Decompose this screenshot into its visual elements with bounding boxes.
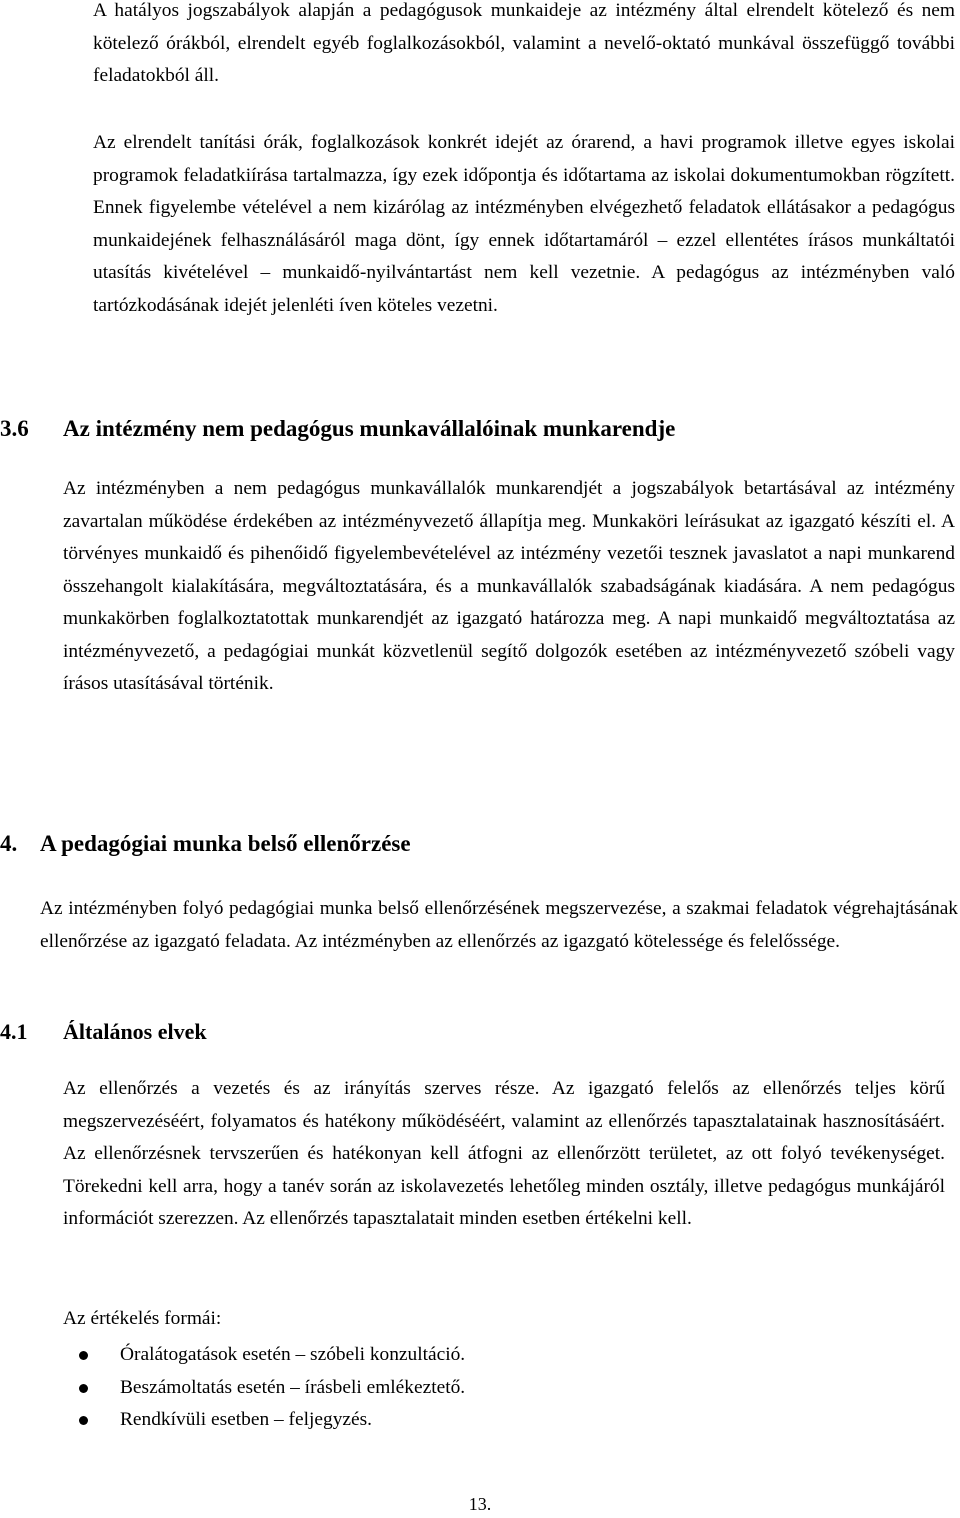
bullet-icon [79,1416,88,1425]
list-item-text: Óralátogatások esetén – szóbeli konzultáció. [120,1344,466,1365]
page-number: 13. [468,1494,492,1514]
evaluation-forms-list [63,1339,465,1437]
list-item-text: Beszámoltatás esetén – írásbeli emlékeztető. [120,1376,466,1398]
section-title-4-1: Általános elvek [63,1019,207,1044]
paragraph-non-teacher-schedule: Az intézményben a nem pedagógus munkavállalók munkarendjét a jogszabályok betartásával az intézmény zavartalan működése érdekében az intézményvezető állapítja meg. Munkaköri leírásukat az igazgató készíti el. A törvényes munkaidő és pihenőidő figyelembevételével az intézmény vezetői tesznek javaslatot a napi munkarend összehangolt kialakítására, megváltoztatására, és a munkavállalók szabadságának kiadására. A nem pedagógus munkakörben foglalkoztatottak munkarendjét az igazgató határozza meg. A napi munkaidő megváltoztatása az intézményvezető, a pedagógiai munkát közvetlenül segítő dolgozók esetében az intézményvezető szóbeli vagy írásos utasításával történik. [63,478,955,694]
section-number: 3.6 [0,416,29,441]
bullet-icon [79,1351,88,1360]
section-number: 4.1 [0,1019,28,1044]
paragraph-internal-control: Az intézményben folyó pedagógiai munka belső ellenőrzésének megszervezése, a szakmai feladatok végrehajtásának ellenőrzése az igazgató feladata. Az intézményben az ellenőrzés az igazgató kötelessége és felelőssége. [40,898,958,952]
list-item [63,1339,465,1372]
evaluation-forms-label: Az értékelés formái: [63,1308,222,1329]
paragraph-working-time-rules: A hatályos jogszabályok alapján a pedagógusok munkaideje az intézmény által elrendelt kötelező és nem kötelező órákból, elrendelt egyéb foglalkozásokból, valamint a nevelő-oktató munkával összefüggő további feladatokból áll. [93,0,955,86]
paragraph-scheduled-lessons: Az elrendelt tanítási órák, foglalkozások konkrét idejét az órarend, a havi programok illetve egyes iskolai programok feladatkiírása tartalmazza, így ezek időpontja és időtartama az iskolai dokumentumokban rögzített. Ennek figyelembe vételével a nem kizárólag az intézményben elvégezhető feladatok ellátásakor a pedagógus munkaidejének felhasználásáról maga dönt, így ennek időtartamáról – ezzel ellentétes írásos munkáltatói utasítás kivételével – munkaidő-nyilvántartást nem kell vezetnie. A pedagógus az intézményben való tartózkodásának idejét jelenléti íven köteles vezetni. [93,132,955,316]
list-item [63,1372,465,1405]
section-title-3-6: Az intézmény nem pedagógus munkavállalóinak munkarendje [63,416,676,441]
section-number: 4. [0,831,18,856]
section-title-4: A pedagógiai munka belső ellenőrzése [40,831,411,856]
paragraph-general-principles: Az ellenőrzés a vezetés és az irányítás szerves része. Az igazgató felelős az ellenőrzés teljes körű megszervezéséért, folyamatos és hatékony működéséért, valamint az ellenőrzés tapasztalatainak hasznosításáért. Az ellenőrzésnek tervszerűen és hatékonyan kell átfogni az ellenőrzött területet, az ott folyó tevékenységet. Törekedni kell arra, hogy a tanév során az iskolavezetés lehetőleg minden osztály, illetve pedagógus munkájáról információt szerezzen. Az ellenőrzés tapasztalatait minden esetben értékelni kell. [63,1078,945,1229]
bullet-icon [79,1384,88,1393]
list-item [63,1404,465,1437]
list-item-text: Rendkívüli esetben – feljegyzés. [120,1409,373,1430]
